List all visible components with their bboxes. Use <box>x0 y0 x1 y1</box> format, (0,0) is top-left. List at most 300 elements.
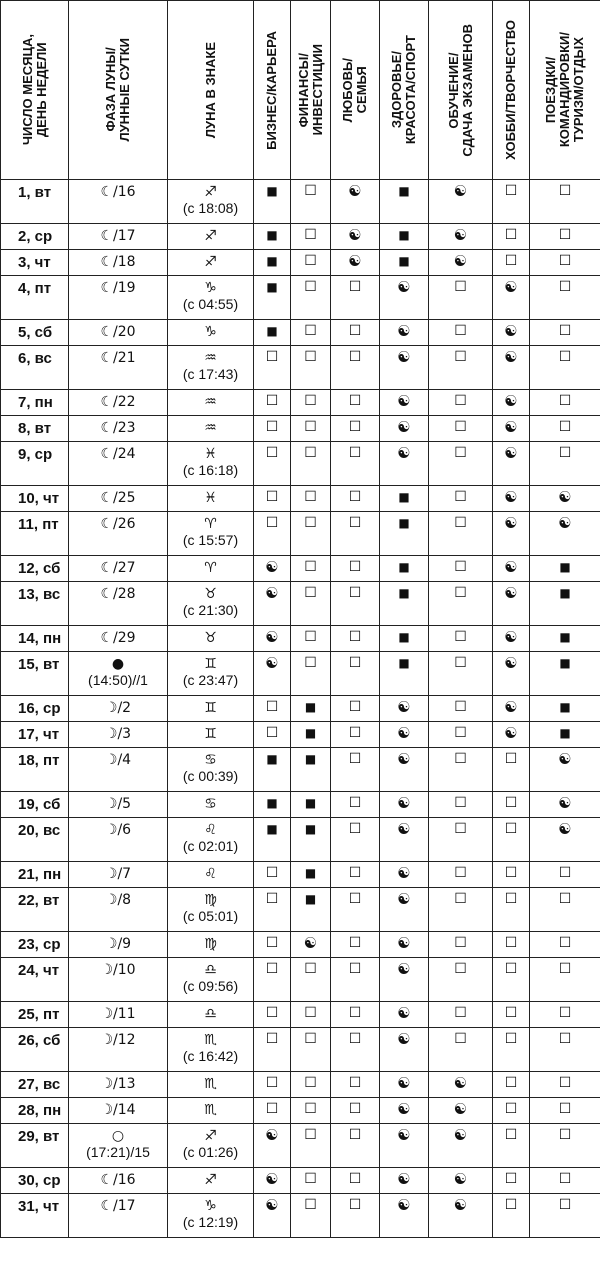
rating-cell <box>493 1194 530 1238</box>
filled-square-icon: ■ <box>559 700 571 714</box>
moon-phase-value: ○ <box>111 1128 125 1144</box>
rating-cell <box>254 748 291 792</box>
yin-yang-icon: ☯ <box>348 226 362 244</box>
moon-sign-time: (с 16:18) <box>182 462 239 478</box>
rating-cell <box>380 250 429 276</box>
table-row <box>1 1168 600 1194</box>
yin-yang-icon: ☯ <box>453 1126 468 1144</box>
yin-yang-icon: ☯ <box>453 182 468 200</box>
moon-phase-cell <box>69 958 168 1002</box>
rating-cell <box>493 1072 530 1098</box>
empty-square-icon: ☐ <box>504 1005 518 1021</box>
rating-cell <box>493 512 530 556</box>
zodiac-icon: ♒ <box>204 394 217 410</box>
zodiac-icon: ♋ <box>204 796 217 812</box>
empty-square-icon: ☐ <box>454 349 467 365</box>
moon-phase-time: (14:50)//1 <box>88 672 148 688</box>
rating-cell <box>380 722 429 748</box>
date-cell: 20, вс <box>1 818 69 862</box>
filled-square-icon: ■ <box>559 630 571 644</box>
table-row <box>1 250 600 276</box>
rating-cell <box>380 1124 429 1168</box>
rating-cell <box>254 512 291 556</box>
empty-square-icon: ☐ <box>454 961 467 977</box>
rating-cell <box>291 652 331 696</box>
rating-cell <box>380 958 429 1002</box>
rating-cell <box>254 1002 291 1028</box>
rating-cell <box>254 722 291 748</box>
empty-square-icon: ☐ <box>265 445 279 461</box>
rating-cell <box>493 818 530 862</box>
empty-square-icon: ☐ <box>348 515 362 531</box>
rating-cell <box>530 346 600 390</box>
rating-cell <box>254 958 291 1002</box>
rating-cell <box>530 748 600 792</box>
empty-square-icon: ☐ <box>558 279 572 295</box>
date-cell: 13, вс <box>1 582 69 626</box>
rating-cell <box>530 1002 600 1028</box>
yin-yang-icon: ☯ <box>397 1074 411 1092</box>
rating-cell <box>291 932 331 958</box>
empty-square-icon: ☐ <box>454 1005 467 1021</box>
empty-square-icon: ☐ <box>558 1101 572 1117</box>
filled-square-icon: ■ <box>304 822 317 836</box>
empty-square-icon: ☐ <box>454 699 467 715</box>
moon-phase-cell <box>69 276 168 320</box>
rating-cell <box>429 512 493 556</box>
moon-phase-value: ☽/2 <box>104 700 132 716</box>
rating-cell <box>254 1028 291 1072</box>
rating-cell <box>291 862 331 888</box>
header-finance-label: ФИНАНСЫ/ ИНВЕСТИЦИИ <box>295 44 325 136</box>
table-row <box>1 346 600 390</box>
zodiac-icon: ♊ <box>204 726 217 742</box>
rating-cell <box>429 250 493 276</box>
moon-phase-value: ☾/23 <box>100 420 136 436</box>
rating-cell <box>254 862 291 888</box>
rating-cell <box>254 696 291 722</box>
moon-sign-cell <box>168 1002 254 1028</box>
moon-phase-cell <box>69 626 168 652</box>
moon-sign-cell <box>168 250 254 276</box>
rating-cell <box>254 224 291 250</box>
empty-square-icon: ☐ <box>558 419 572 435</box>
rating-cell <box>291 320 331 346</box>
table-row <box>1 582 600 626</box>
yin-yang-icon: ☯ <box>504 628 518 646</box>
moon-sign-cell <box>168 696 254 722</box>
zodiac-icon: ♍ <box>204 936 217 952</box>
header-moon-phase <box>69 1 168 180</box>
table-body <box>1 180 600 1238</box>
rating-cell <box>380 582 429 626</box>
header-hobby-label: ХОББИ/ТВОРЧЕСТВО <box>503 20 518 160</box>
rating-cell <box>380 556 429 582</box>
zodiac-icon: ♌ <box>204 866 217 882</box>
moon-phase-value: ☽/11 <box>100 1006 136 1022</box>
empty-square-icon: ☐ <box>558 445 572 461</box>
filled-square-icon: ■ <box>266 280 278 294</box>
header-row <box>1 1 600 180</box>
yin-yang-icon: ☯ <box>558 514 572 532</box>
rating-cell <box>380 390 429 416</box>
date-cell: 6, вс <box>1 346 69 390</box>
rating-cell <box>530 512 600 556</box>
rating-cell <box>493 390 530 416</box>
rating-cell <box>331 1168 380 1194</box>
header-study <box>429 1 493 180</box>
rating-cell <box>331 320 380 346</box>
table-row <box>1 748 600 792</box>
rating-cell <box>493 626 530 652</box>
rating-cell <box>429 818 493 862</box>
rating-cell <box>331 626 380 652</box>
moon-sign-time: (с 02:01) <box>182 838 239 854</box>
empty-square-icon: ☐ <box>558 891 572 907</box>
empty-square-icon: ☐ <box>454 865 467 881</box>
filled-square-icon: ■ <box>304 700 317 714</box>
empty-square-icon: ☐ <box>558 865 572 881</box>
rating-cell <box>429 180 493 224</box>
empty-square-icon: ☐ <box>558 961 572 977</box>
moon-sign-time: (с 16:42) <box>182 1048 239 1064</box>
empty-square-icon: ☐ <box>304 585 317 601</box>
zodiac-icon: ♐ <box>204 1172 217 1188</box>
empty-square-icon: ☐ <box>504 961 518 977</box>
table-row <box>1 958 600 1002</box>
empty-square-icon: ☐ <box>454 629 467 645</box>
empty-square-icon: ☐ <box>504 1171 518 1187</box>
moon-sign-cell <box>168 582 254 626</box>
empty-square-icon: ☐ <box>265 1101 279 1117</box>
moon-sign-cell <box>168 486 254 512</box>
filled-square-icon: ■ <box>398 228 410 242</box>
zodiac-icon: ♊ <box>204 700 217 716</box>
yin-yang-icon: ☯ <box>504 514 518 532</box>
zodiac-icon: ♐ <box>204 1128 217 1144</box>
moon-phase-cell <box>69 722 168 748</box>
moon-phase-value: ☽/3 <box>104 726 132 742</box>
header-business <box>254 1 291 180</box>
rating-cell <box>530 932 600 958</box>
yin-yang-icon: ☯ <box>504 698 518 716</box>
rating-cell <box>493 862 530 888</box>
yin-yang-icon: ☯ <box>348 182 362 200</box>
rating-cell <box>493 696 530 722</box>
moon-phase-cell <box>69 1028 168 1072</box>
rating-cell <box>530 958 600 1002</box>
empty-square-icon: ☐ <box>265 865 279 881</box>
yin-yang-icon: ☯ <box>265 584 279 602</box>
table-row <box>1 416 600 442</box>
table-row <box>1 390 600 416</box>
date-cell: 25, пт <box>1 1002 69 1028</box>
moon-phase-cell <box>69 416 168 442</box>
table-row <box>1 1194 600 1238</box>
table-row <box>1 276 600 320</box>
header-moon-phase-label: ФАЗА ЛУНЫ/ ЛУННЫЕ СУТКИ <box>103 38 132 142</box>
rating-cell <box>530 792 600 818</box>
moon-phase-cell <box>69 1098 168 1124</box>
rating-cell <box>331 888 380 932</box>
empty-square-icon: ☐ <box>304 655 317 671</box>
rating-cell <box>291 276 331 320</box>
rating-cell <box>254 486 291 512</box>
moon-sign-cell <box>168 888 254 932</box>
rating-cell <box>530 1098 600 1124</box>
moon-sign-time: (с 18:08) <box>182 200 239 216</box>
filled-square-icon: ■ <box>398 254 410 268</box>
filled-square-icon: ■ <box>398 184 410 198</box>
yin-yang-icon: ☯ <box>397 864 411 882</box>
empty-square-icon: ☐ <box>558 935 572 951</box>
filled-square-icon: ■ <box>398 560 410 574</box>
rating-cell <box>380 1098 429 1124</box>
moon-phase-cell <box>69 748 168 792</box>
empty-square-icon: ☐ <box>454 891 467 907</box>
date-cell: 10, чт <box>1 486 69 512</box>
yin-yang-icon: ☯ <box>504 724 518 742</box>
rating-cell <box>429 1194 493 1238</box>
rating-cell <box>291 1072 331 1098</box>
rating-cell <box>530 556 600 582</box>
rating-cell <box>493 556 530 582</box>
zodiac-icon: ♌ <box>204 822 217 838</box>
rating-cell <box>331 582 380 626</box>
zodiac-icon: ♈ <box>204 516 217 532</box>
empty-square-icon: ☐ <box>454 655 467 671</box>
table-row <box>1 1002 600 1028</box>
empty-square-icon: ☐ <box>304 1075 317 1091</box>
empty-square-icon: ☐ <box>265 961 279 977</box>
rating-cell <box>530 1028 600 1072</box>
empty-square-icon: ☐ <box>348 1075 362 1091</box>
rating-cell <box>254 442 291 486</box>
zodiac-icon: ♈ <box>204 560 217 576</box>
date-cell: 1, вт <box>1 180 69 224</box>
date-cell: 26, сб <box>1 1028 69 1072</box>
rating-cell <box>331 748 380 792</box>
moon-phase-value: ☾/28 <box>100 586 136 602</box>
yin-yang-icon: ☯ <box>397 820 411 838</box>
filled-square-icon: ■ <box>559 560 571 574</box>
rating-cell <box>429 888 493 932</box>
empty-square-icon: ☐ <box>348 865 362 881</box>
table-row <box>1 1028 600 1072</box>
date-cell: 5, сб <box>1 320 69 346</box>
rating-cell <box>530 1168 600 1194</box>
empty-square-icon: ☐ <box>304 1031 317 1047</box>
moon-phase-value: ☽/14 <box>100 1102 136 1118</box>
date-cell: 21, пн <box>1 862 69 888</box>
rating-cell <box>530 1194 600 1238</box>
empty-square-icon: ☐ <box>348 393 362 409</box>
rating-cell <box>291 748 331 792</box>
date-cell: 17, чт <box>1 722 69 748</box>
rating-cell <box>530 224 600 250</box>
rating-cell <box>493 1028 530 1072</box>
rating-cell <box>380 792 429 818</box>
rating-cell <box>429 486 493 512</box>
yin-yang-icon: ☯ <box>265 654 279 672</box>
empty-square-icon: ☐ <box>558 1197 572 1213</box>
rating-cell <box>254 416 291 442</box>
rating-cell <box>254 818 291 862</box>
rating-cell <box>380 416 429 442</box>
table-row <box>1 696 600 722</box>
empty-square-icon: ☐ <box>348 489 362 505</box>
yin-yang-icon: ☯ <box>265 1196 279 1214</box>
filled-square-icon: ■ <box>266 228 278 242</box>
moon-phase-cell <box>69 652 168 696</box>
yin-yang-icon: ☯ <box>397 724 411 742</box>
rating-cell <box>429 792 493 818</box>
rating-cell <box>493 1098 530 1124</box>
empty-square-icon: ☐ <box>504 821 518 837</box>
moon-sign-cell <box>168 958 254 1002</box>
zodiac-icon: ♍ <box>204 892 217 908</box>
zodiac-icon: ♒ <box>204 350 217 366</box>
rating-cell <box>254 792 291 818</box>
date-cell: 4, пт <box>1 276 69 320</box>
empty-square-icon: ☐ <box>558 183 572 199</box>
rating-cell <box>429 748 493 792</box>
rating-cell <box>429 276 493 320</box>
moon-phase-cell <box>69 390 168 416</box>
zodiac-icon: ♎ <box>204 962 217 978</box>
moon-phase-value: ☾/17 <box>100 1198 136 1214</box>
header-moon-sign <box>168 1 254 180</box>
empty-square-icon: ☐ <box>265 935 279 951</box>
empty-square-icon: ☐ <box>304 961 317 977</box>
rating-cell <box>429 958 493 1002</box>
table-row <box>1 792 600 818</box>
empty-square-icon: ☐ <box>504 795 518 811</box>
rating-cell <box>429 582 493 626</box>
rating-cell <box>429 1124 493 1168</box>
rating-cell <box>254 556 291 582</box>
moon-phase-value: ☽/12 <box>100 1032 136 1048</box>
empty-square-icon: ☐ <box>304 445 317 461</box>
date-cell: 12, сб <box>1 556 69 582</box>
rating-cell <box>331 652 380 696</box>
yin-yang-icon: ☯ <box>453 1074 468 1092</box>
yin-yang-icon: ☯ <box>558 488 572 506</box>
yin-yang-icon: ☯ <box>453 1170 468 1188</box>
rating-cell <box>291 416 331 442</box>
moon-phase-cell <box>69 1002 168 1028</box>
empty-square-icon: ☐ <box>504 935 518 951</box>
moon-sign-time: (с 17:43) <box>182 366 239 382</box>
date-cell: 15, вт <box>1 652 69 696</box>
header-hobby <box>493 1 530 180</box>
rating-cell <box>380 486 429 512</box>
rating-cell <box>331 1124 380 1168</box>
rating-cell <box>380 1168 429 1194</box>
rating-cell <box>291 556 331 582</box>
filled-square-icon: ■ <box>266 822 278 836</box>
empty-square-icon: ☐ <box>348 725 362 741</box>
filled-square-icon: ■ <box>398 490 410 504</box>
empty-square-icon: ☐ <box>558 393 572 409</box>
rating-cell <box>530 696 600 722</box>
date-cell: 7, пн <box>1 390 69 416</box>
yin-yang-icon: ☯ <box>397 794 411 812</box>
moon-sign-time: (с 21:30) <box>182 602 239 618</box>
moon-sign-time: (с 01:26) <box>182 1144 239 1160</box>
rating-cell <box>493 276 530 320</box>
table-row <box>1 862 600 888</box>
rating-cell <box>493 1002 530 1028</box>
rating-cell <box>429 862 493 888</box>
empty-square-icon: ☐ <box>304 1171 317 1187</box>
rating-cell <box>291 696 331 722</box>
moon-sign-time: (с 00:39) <box>182 768 239 784</box>
rating-cell <box>331 276 380 320</box>
rating-cell <box>380 888 429 932</box>
table-row <box>1 486 600 512</box>
moon-phase-cell <box>69 442 168 486</box>
rating-cell <box>530 442 600 486</box>
table-row <box>1 1124 600 1168</box>
rating-cell <box>380 180 429 224</box>
rating-cell <box>254 626 291 652</box>
empty-square-icon: ☐ <box>504 1075 518 1091</box>
empty-square-icon: ☐ <box>558 1031 572 1047</box>
moon-sign-time: (с 12:19) <box>182 1214 239 1230</box>
empty-square-icon: ☐ <box>348 699 362 715</box>
table-row <box>1 888 600 932</box>
moon-sign-cell <box>168 818 254 862</box>
table-row <box>1 818 600 862</box>
moon-phase-cell <box>69 1194 168 1238</box>
yin-yang-icon: ☯ <box>265 558 279 576</box>
rating-cell <box>493 888 530 932</box>
yin-yang-icon: ☯ <box>397 1100 411 1118</box>
rating-cell <box>530 320 600 346</box>
moon-sign-cell <box>168 652 254 696</box>
moon-phase-cell <box>69 696 168 722</box>
filled-square-icon: ■ <box>559 726 571 740</box>
empty-square-icon: ☐ <box>454 935 467 951</box>
rating-cell <box>291 224 331 250</box>
moon-sign-cell <box>168 556 254 582</box>
rating-cell <box>331 1072 380 1098</box>
rating-cell <box>380 1194 429 1238</box>
rating-cell <box>291 442 331 486</box>
rating-cell <box>254 888 291 932</box>
table-row <box>1 1098 600 1124</box>
moon-phase-value: ☾/21 <box>100 350 136 366</box>
empty-square-icon: ☐ <box>265 1005 279 1021</box>
rating-cell <box>291 486 331 512</box>
date-cell: 8, вт <box>1 416 69 442</box>
header-health-label: ЗДОРОВЬЕ/ КРАСОТА/СПОРТ <box>389 35 418 145</box>
empty-square-icon: ☐ <box>348 559 362 575</box>
empty-square-icon: ☐ <box>304 629 317 645</box>
rating-cell <box>291 512 331 556</box>
date-cell: 3, чт <box>1 250 69 276</box>
rating-cell <box>331 696 380 722</box>
zodiac-icon: ♑ <box>204 324 217 340</box>
rating-cell <box>530 862 600 888</box>
empty-square-icon: ☐ <box>304 279 317 295</box>
header-health <box>380 1 429 180</box>
moon-sign-cell <box>168 932 254 958</box>
rating-cell <box>493 1168 530 1194</box>
rating-cell <box>380 276 429 320</box>
empty-square-icon: ☐ <box>558 1171 572 1187</box>
